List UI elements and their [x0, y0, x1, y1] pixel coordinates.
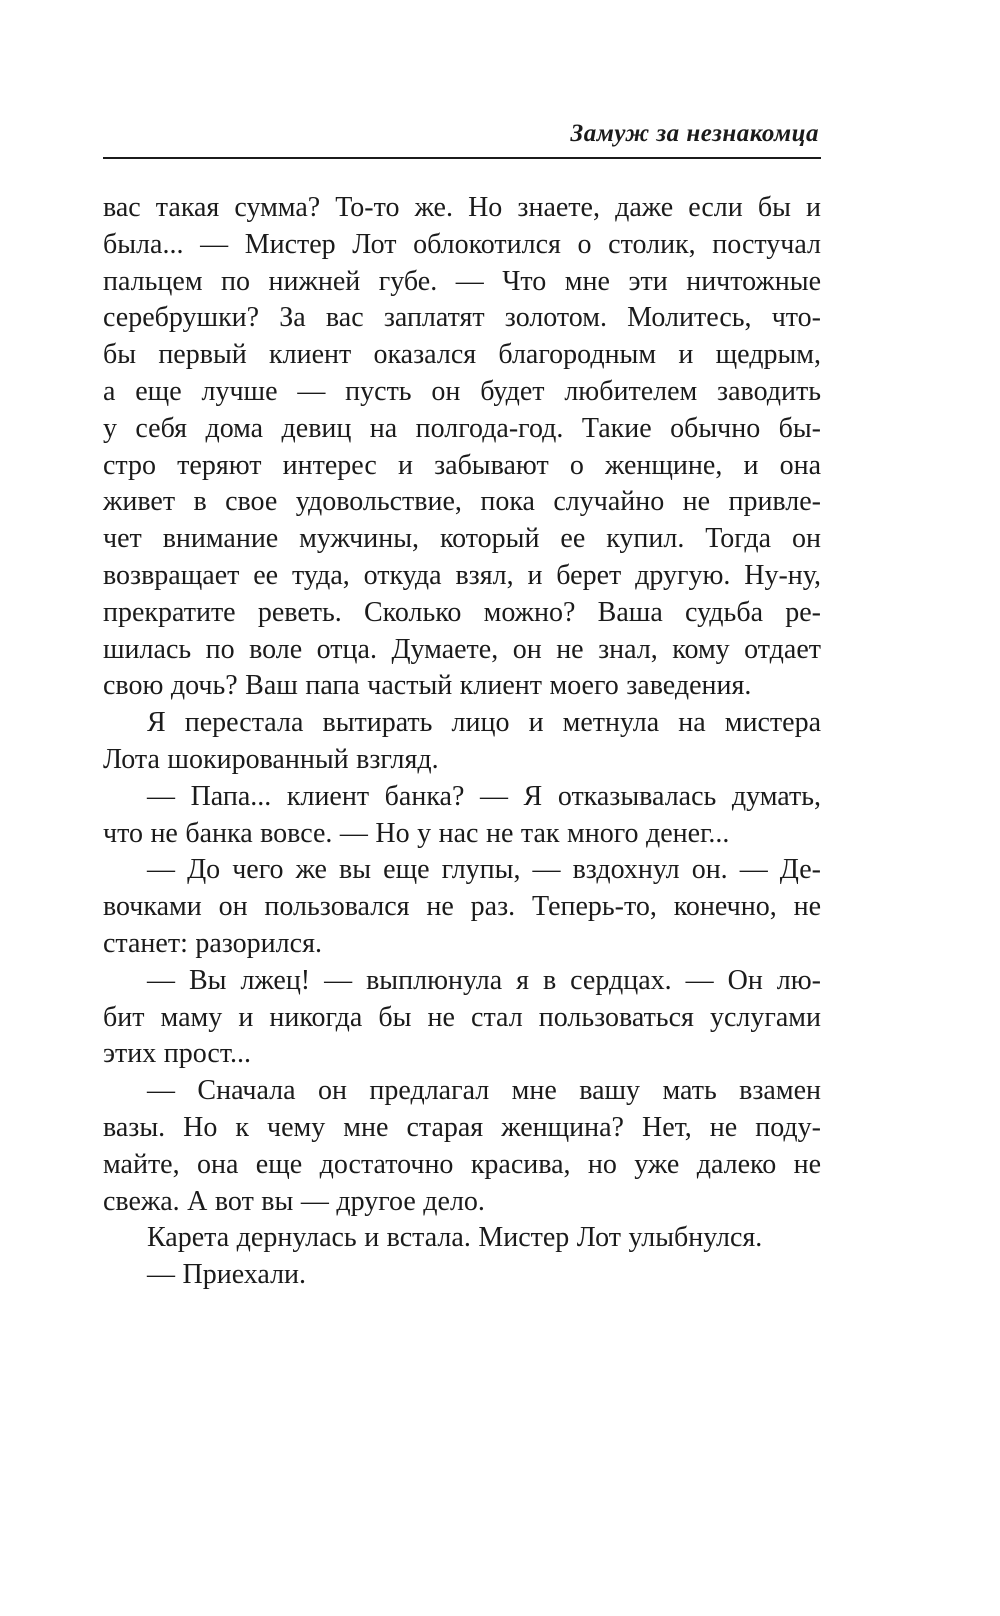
text-line: вазы. Но к чему мне старая женщина? Нет, не поду-	[103, 1111, 821, 1143]
text-line: шилась по воле отца. Думаете, он не знал, кому отдает	[103, 633, 821, 665]
running-title: Замуж за незнакомца	[570, 120, 819, 147]
text-line: вас такая сумма? То-то же. Но знаете, даже если бы и	[103, 192, 821, 223]
text-line: серебрушки? За вас заплатят золотом. Молитесь, что-	[103, 302, 821, 334]
text-line: бы первый клиент оказался благородным и щедрым,	[103, 339, 821, 371]
header-rule	[103, 157, 821, 159]
text-line: у себя дома девиц на полгода-год. Такие обычно бы-	[103, 412, 821, 444]
text-line: Карета дернулась и встала. Мистер Лот улыбнулся.	[147, 1222, 763, 1254]
text-line: чет внимание мужчины, который ее купил. Тогда он	[103, 523, 821, 555]
text-line: что не банка вовсе. — Но у нас не так много денег...	[103, 817, 730, 849]
text-line: вочками он пользовался не раз. Теперь-то, конечно, не	[103, 891, 821, 923]
text-line: пальцем по нижней губе. — Что мне эти ничтожные	[103, 265, 821, 297]
text-line: Я перестала вытирать лицо и метнула на мистера	[147, 707, 821, 739]
text-line: возвращает ее туда, откуда взял, и берет другую. Ну-ну,	[103, 559, 821, 591]
page-header	[103, 120, 821, 159]
text-line: стро теряют интерес и забывают о женщине, и она	[103, 449, 821, 481]
text-line: свежа. А вот вы — другое дело.	[103, 1185, 485, 1217]
text-line: этих прост...	[103, 1038, 251, 1070]
text-line: — До чего же вы еще глупы, — вздохнул он. — Де-	[147, 854, 821, 886]
text-line: — Папа... клиент банка? — Я отказывалась думать,	[147, 780, 821, 812]
text-line: Лота шокированный взгляд.	[103, 743, 439, 775]
text-line: — Сначала он предлагал мне вашу мать взамен	[147, 1075, 821, 1107]
text-line: майте, она еще достаточно красива, но уже далеко не	[103, 1148, 821, 1180]
text-line: прекратите реветь. Сколько можно? Ваша судьба ре-	[103, 596, 821, 628]
text-line: — Вы лжец! — выплюнула я в сердцах. — Он лю-	[147, 964, 821, 996]
text-line: бит маму и никогда бы не стал пользоваться услугами	[103, 1001, 821, 1033]
text-line: — Приехали.	[147, 1259, 307, 1291]
text-line: а еще лучше — пусть он будет любителем заводить	[103, 375, 821, 407]
text-line: живет в свое удовольствие, пока случайно не привле-	[103, 486, 821, 518]
text-line: была... — Мистер Лот облокотился о столик, постучал	[103, 228, 821, 260]
body-text	[103, 190, 821, 1294]
text-line: станет: разорился.	[103, 927, 322, 959]
text-line: свою дочь? Ваш папа частый клиент моего заведения.	[103, 670, 752, 702]
